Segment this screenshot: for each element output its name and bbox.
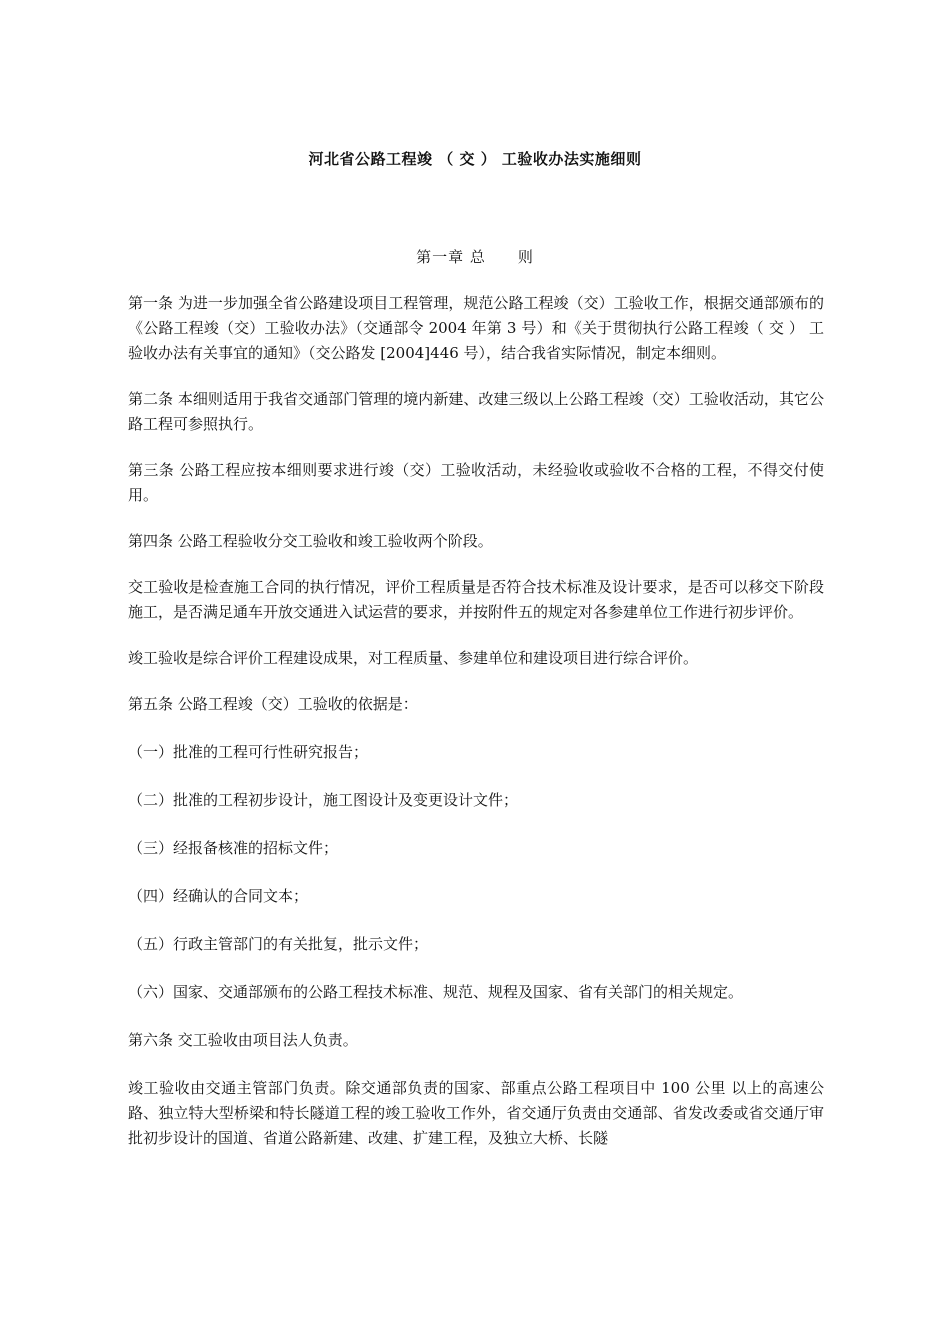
- article-6: 第六条 交工验收由项目法人负责。: [128, 1031, 358, 1049]
- paragraph-completion-acceptance: 竣工验收是综合评价工程建设成果，对工程质量、参建单位和建设项目进行综合评价。: [128, 649, 699, 667]
- article-5: 第五条 公路工程竣（交）工验收的依据是：: [128, 695, 418, 713]
- document-title: 河北省公路工程竣 （ 交 ） 工验收办法实施细则: [308, 150, 642, 168]
- article-4: 第四条 公路工程验收分交工验收和竣工验收两个阶段。: [128, 532, 493, 550]
- article-2: 第二条 本细则适用于我省交通部门管理的境内新建、改建三级以上公路工程竣（交）工验收活动，其它公路工程可参照执行。: [128, 390, 824, 433]
- basis-item-6: （六）国家、交通部颁布的公路工程技术标准、规范、规程及国家、省有关部门的相关规定。: [128, 983, 744, 1001]
- article-1: 第一条 为进一步加强全省公路建设项目工程管理，规范公路工程竣（交）工验收工作，根据交通部颁布的《公路工程竣（交）工验收办法》（交通部令 2004 年第 3 号）和《关于贯彻执行公路工程竣（ 交 ） 工验收办法有关事宜的通知》（交公路发 [2004]446 号），结合我省实际情况，制定本细则。: [128, 294, 824, 362]
- basis-item-1: （一）批准的工程可行性研究报告；: [128, 743, 369, 761]
- basis-item-2: （二）批准的工程初步设计，施工图设计及变更设计文件；: [128, 791, 519, 809]
- paragraph-handover-acceptance: 交工验收是检查施工合同的执行情况，评价工程质量是否符合技术标准及设计要求，是否可以移交下阶段施工，是否满足通车开放交通进入试运营的要求，并按附件五的规定对各参建单位工作进行初步评价。: [128, 578, 824, 621]
- paragraph-completion-authority: 竣工验收由交通主管部门负责。除交通部负责的国家、部重点公路工程项目中 100 公里 以上的高速公路、独立特大型桥梁和特长隧道工程的竣工验收工作外，省交通厅负责由交通部、省发改委或省交通厅审批初步设计的国道、省道公路新建、改建、扩建工程，及独立大桥、长隧: [128, 1079, 824, 1147]
- document-body: [128, 291, 824, 1172]
- basis-item-3: （三）经报备核准的招标文件；: [128, 839, 339, 857]
- basis-item-5: （五）行政主管部门的有关批复，批示文件；: [128, 935, 429, 953]
- basis-item-4: （四）经确认的合同文本；: [128, 887, 309, 905]
- article-3: 第三条 公路工程应按本细则要求进行竣（交）工验收活动，未经验收或验收不合格的工程，不得交付使用。: [128, 461, 824, 504]
- chapter-heading: 第一章 总 则: [416, 248, 534, 266]
